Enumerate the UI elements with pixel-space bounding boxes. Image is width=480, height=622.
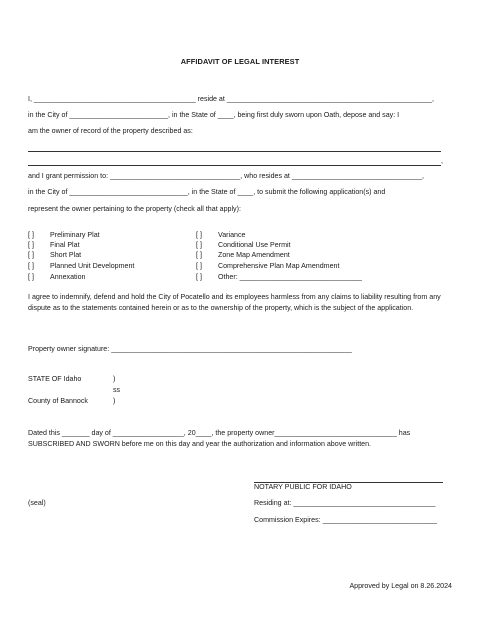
checkbox-other[interactable] <box>196 273 362 282</box>
page-title: AFFIDAVIT OF LEGAL INTEREST <box>180 57 300 66</box>
checkbox-bracket[interactable]: [ ] <box>28 231 34 239</box>
checkbox-planned-unit-development[interactable] <box>28 262 134 271</box>
indemnify-paragraph: I agree to indemnify, defend and hold the City of Pocatello and its employees harmless from any claims to liability resulting from any dispute as to the statements contained herein or as to the ownership of the property, which is the subject of the application. <box>28 293 441 313</box>
grant-line-1: and I grant permission to: _________________________________, who resides at _________________________________, <box>28 172 425 180</box>
dated-line-2: SUBSCRIBED AND SWORN before me on this day and year the authorization and information above written. <box>28 440 372 448</box>
venue-ss: ss <box>113 386 121 394</box>
checkbox-label: Conditional Use Permit <box>217 241 291 249</box>
checkbox-short-plat[interactable] <box>28 251 81 260</box>
checkbox-zone-map-amendment[interactable] <box>196 251 290 260</box>
checkbox-preliminary-plat[interactable] <box>28 231 100 240</box>
checkbox-label: Variance <box>217 231 246 239</box>
checkbox-label: Annexation <box>49 273 86 281</box>
checkbox-bracket[interactable]: [ ] <box>28 251 34 259</box>
checkbox-variance[interactable] <box>196 231 245 240</box>
notary-title: NOTARY PUBLIC FOR IDAHO <box>254 483 352 491</box>
property-description-line-1[interactable] <box>28 151 441 152</box>
checkbox-label: Preliminary Plat <box>49 231 100 239</box>
venue-paren-1: ) <box>113 375 116 383</box>
checkbox-label: Planned Unit Development <box>49 262 135 270</box>
intro-line-3: am the owner of record of the property described as: <box>28 127 193 135</box>
checkbox-bracket[interactable]: [ ] <box>196 262 202 270</box>
venue-county: County of Bannock <box>28 397 88 405</box>
checkbox-label: Comprehensive Plan Map Amendment <box>217 262 340 270</box>
checkbox-bracket[interactable]: [ ] <box>28 262 34 270</box>
notary-commission-expires[interactable]: Commission Expires: _____________________________ <box>254 516 438 524</box>
checkbox-conditional-use-permit[interactable] <box>196 241 291 250</box>
notary-residing-at[interactable]: Residing at: ____________________________________ <box>254 499 436 507</box>
intro-line-1: I, _________________________________________ reside at ____________________________________________________, <box>28 95 434 103</box>
property-owner-signature[interactable]: Property owner signature: _____________________________________________________________ <box>28 345 352 353</box>
checkbox-label: Zone Map Amendment <box>217 251 290 259</box>
checkbox-annexation[interactable] <box>28 273 85 282</box>
checkbox-bracket[interactable]: [ ] <box>28 273 34 281</box>
checkbox-bracket[interactable]: [ ] <box>196 231 202 239</box>
checkbox-comprehensive-plan-map-amendment[interactable] <box>196 262 339 271</box>
property-description-line-2[interactable] <box>28 165 441 166</box>
checkbox-label: Final Plat <box>49 241 80 249</box>
venue-state: STATE OF Idaho <box>28 375 82 383</box>
property-description-comma: , <box>441 157 443 165</box>
approval-footer: Approved by Legal on 8.26.2024 <box>349 582 452 590</box>
checkbox-bracket[interactable]: [ ] <box>196 273 202 281</box>
dated-line-1: Dated this _______ day of __________________, 20____, the property owner_______________________________ has <box>28 429 411 437</box>
seal-label: (seal) <box>28 499 46 507</box>
checkbox-label: Other: _______________________________ <box>217 273 362 281</box>
grant-line-3: represent the owner pertaining to the property (check all that apply): <box>28 205 241 213</box>
checkbox-bracket[interactable]: [ ] <box>28 241 34 249</box>
venue-paren-2: ) <box>113 397 116 405</box>
intro-line-2: in the City of _________________________, in the State of ____, being first duly sworn upon Oath, depose and say: I <box>28 111 400 119</box>
checkbox-bracket[interactable]: [ ] <box>196 241 202 249</box>
checkbox-final-plat[interactable] <box>28 241 80 250</box>
checkbox-label: Short Plat <box>49 251 82 259</box>
checkbox-bracket[interactable]: [ ] <box>196 251 202 259</box>
grant-line-2: in the City of ______________________________, in the State of ____, to submit the following application(s) and <box>28 188 386 196</box>
